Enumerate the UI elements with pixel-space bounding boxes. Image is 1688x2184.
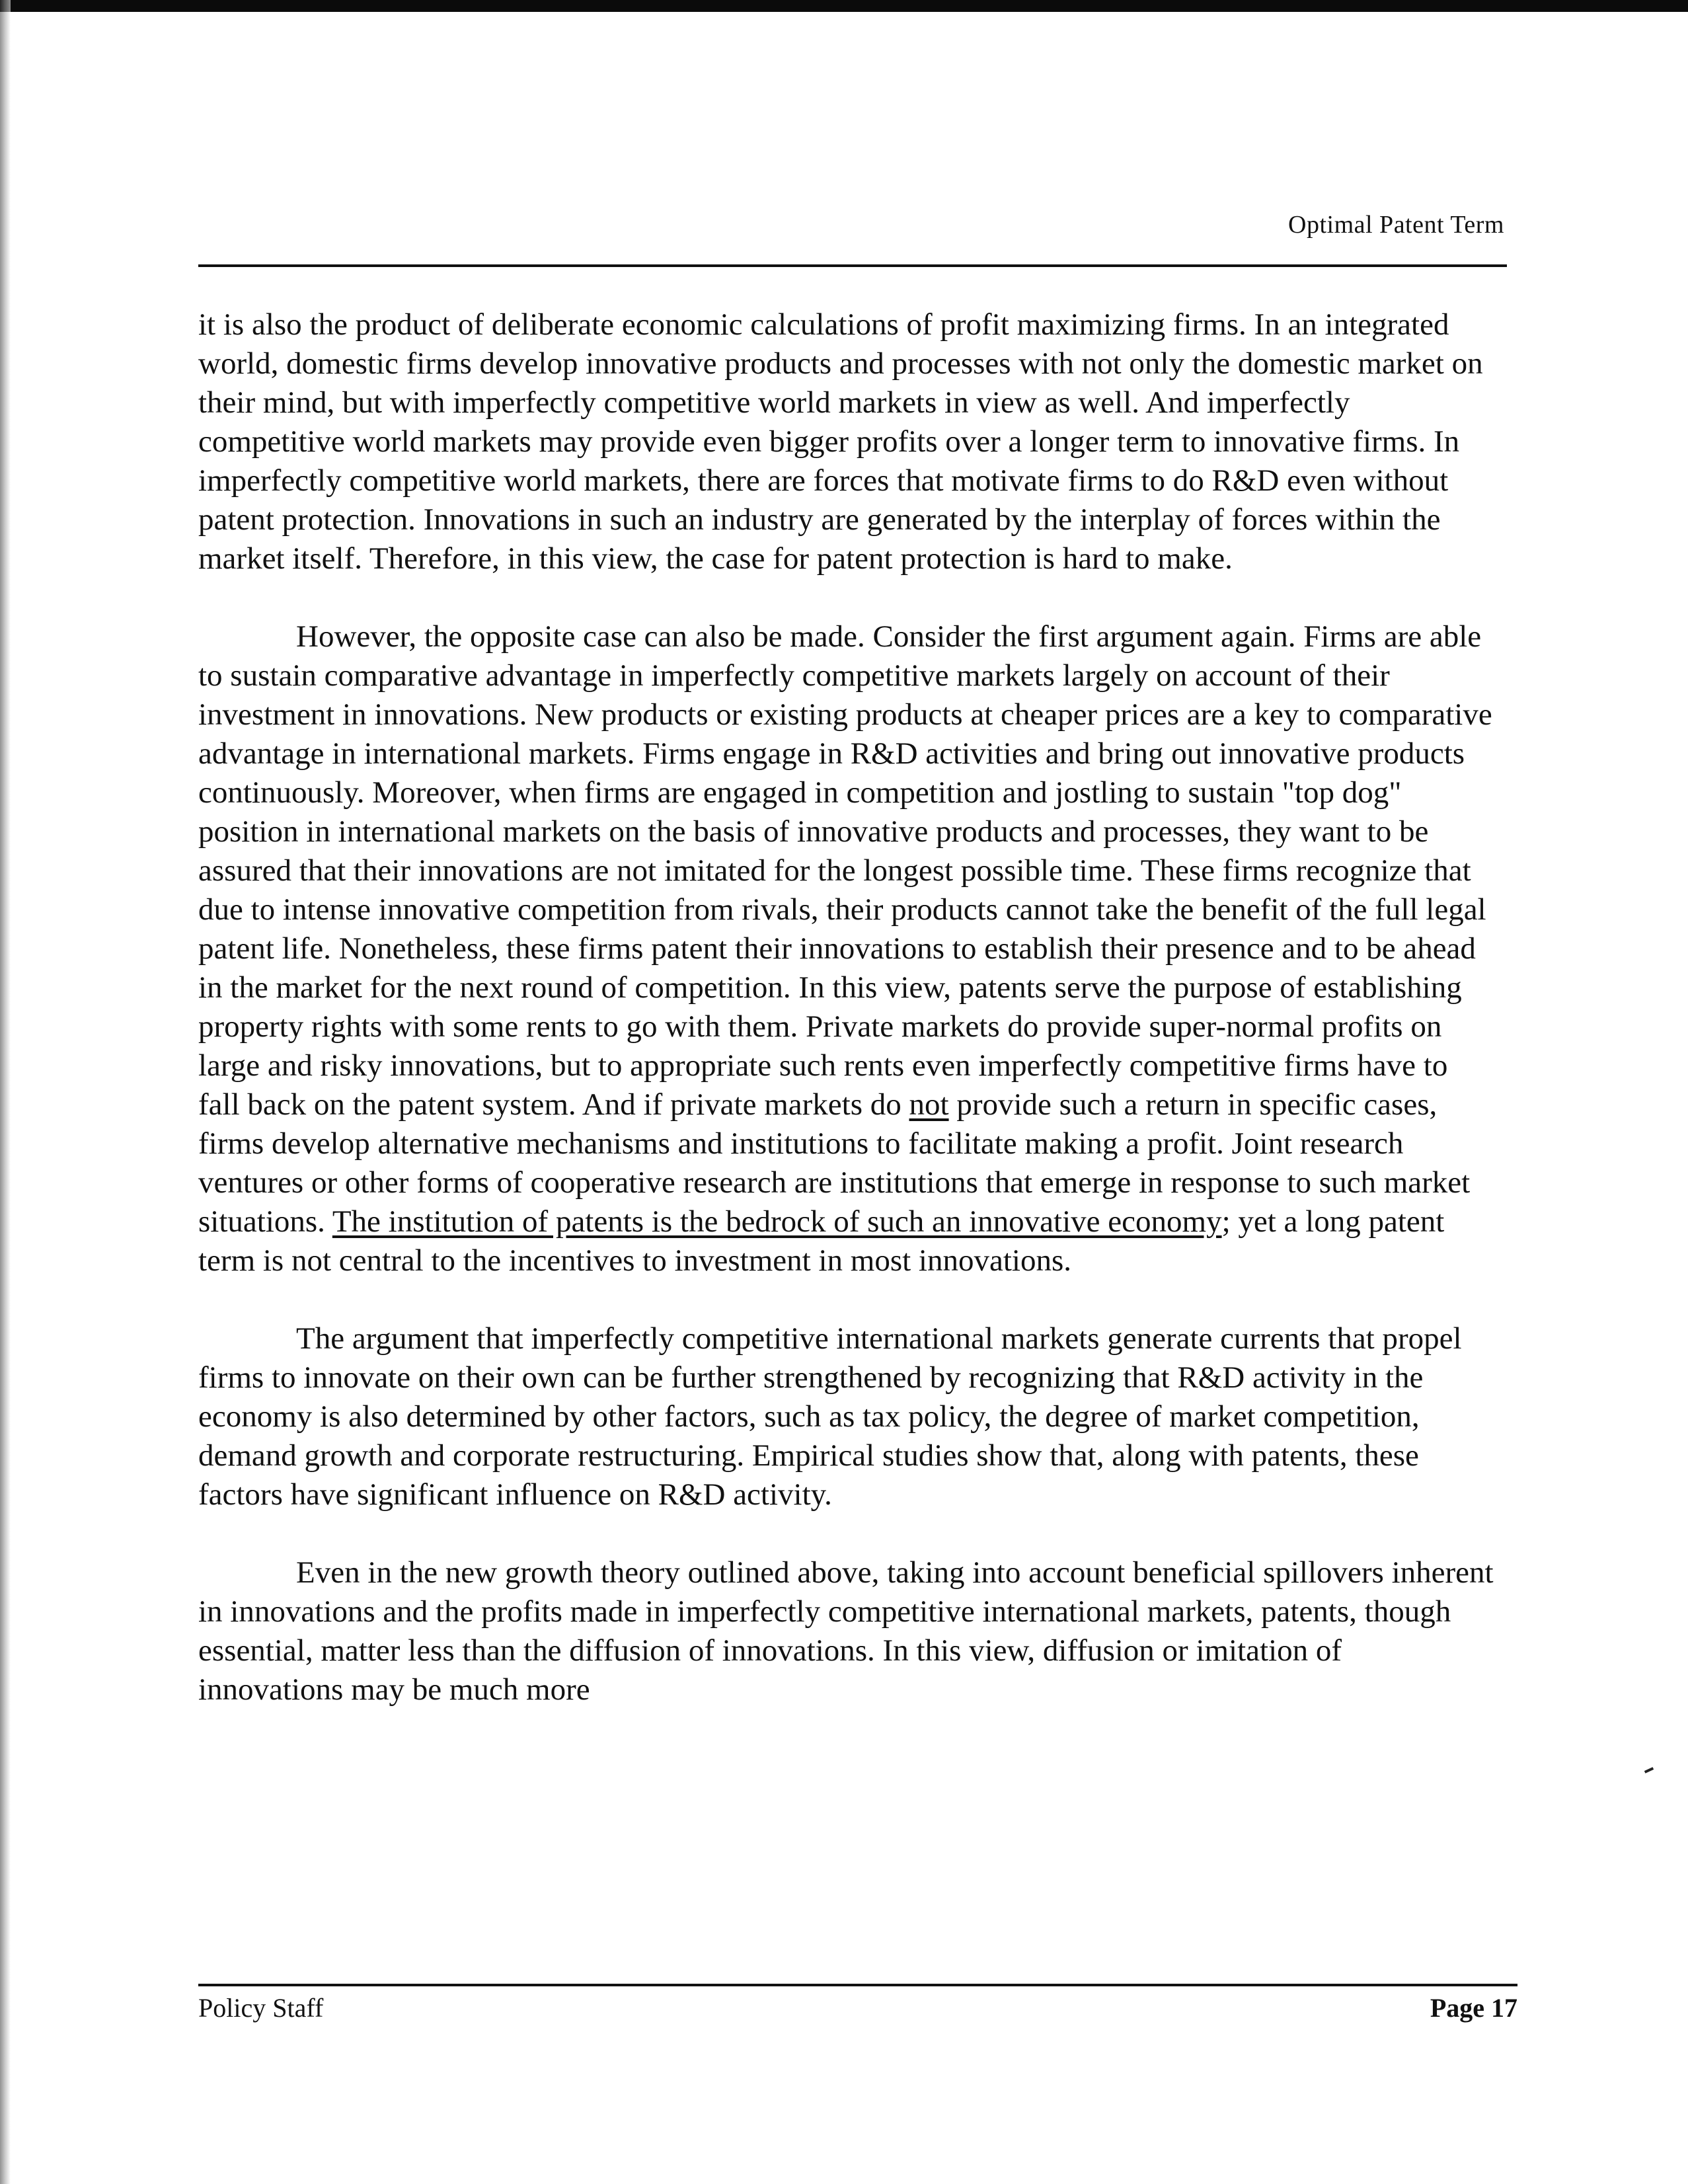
emphasis-not: not [909,1087,949,1122]
scan-speck [1644,1767,1654,1774]
underlined-statement: The institution of patents is the bedrock of such an innovative economy [332,1204,1222,1239]
header-rule [198,264,1507,267]
paragraph-3: The argument that imperfectly competitive international markets generate currents that propel firms to innovate on their own can be further strengthened by recognizing that R&D activity in the economy is also determined by other factors, such as tax policy, the degree of market competition, demand growth and corporate restructuring. Empirical studies show that, along with patents, these factors have significant influence on R&D activity. [198,1321,1462,1512]
body-text [198,305,1494,1748]
paragraph-4: Even in the new growth theory outlined above, taking into account beneficial spillovers inherent in innovations and the profits made in imperfectly competitive international markets, patents, though essential, matter less than the diffusion of innovations. In this view, diffusion or imitation of innovations may be much more [198,1555,1494,1707]
paragraph-2-part-c: ; yet a long patent term is not central to the incentives to investment in most innovations. [198,1204,1445,1278]
page-number: Page 17 [1430,1993,1517,2023]
running-header: Optimal Patent Term [1288,211,1504,239]
paragraph-1: it is also the product of deliberate economic calculations of profit maximizing firms. In an integrated world, domestic firms develop innovative products and processes with not only the domestic market on their mind, but with imperfectly competitive world markets in view as well. And imperfectly competitive world markets may provide even bigger profits over a longer term to innovative firms. In imperfectly competitive world markets, there are forces that motivate firms to do R&D even without patent protection. Innovations in such an industry are generated by the interplay of forces within the market itself. Therefore, in this view, the case for patent protection is hard to make. [198,307,1483,576]
paragraph-2-part-b: provide such a return in specific cases, firms develop alternative mechanisms and institutions to facilitate making a profit. Joint research ventures or other forms of cooperative research are institutions that emerge in response to such market situations. [198,1087,1471,1239]
paragraph-2-part-a: However, the opposite case can also be made. Consider the first argument again. Firms are able to sustain comparative advantage in imperfectly competitive markets largely on account of their investment in innovations. New products or existing products at cheaper prices are a key to comparative advantage in international markets. Firms engage in R&D activities and bring out innovative products continuously. Moreover, when firms are engaged in competition and jostling to sustain "top dog" position in international markets on the basis of innovative products and processes, they want to be assured that their innovations are not imitated for the longest possible time. These firms recognize that due to intense innovative competition from rivals, their products cannot take the benefit of the full legal patent life. Nonetheless, these firms patent their innovations to establish their presence and to be ahead in the market for the next round of competition. In this view, patents serve the purpose of establishing property rights with some rents to go with them. Private markets do provide super-normal profits on large and risky innovations, but to appropriate such rents even imperfectly competitive firms have to fall back on the patent system. And if private markets do [198,619,1492,1122]
footer-rule [198,1984,1517,1986]
footer-author: Policy Staff [198,1993,324,2023]
scan-left-edge [0,0,11,2184]
paragraph-2 [198,617,1494,1280]
scan-top-border [0,0,1688,12]
